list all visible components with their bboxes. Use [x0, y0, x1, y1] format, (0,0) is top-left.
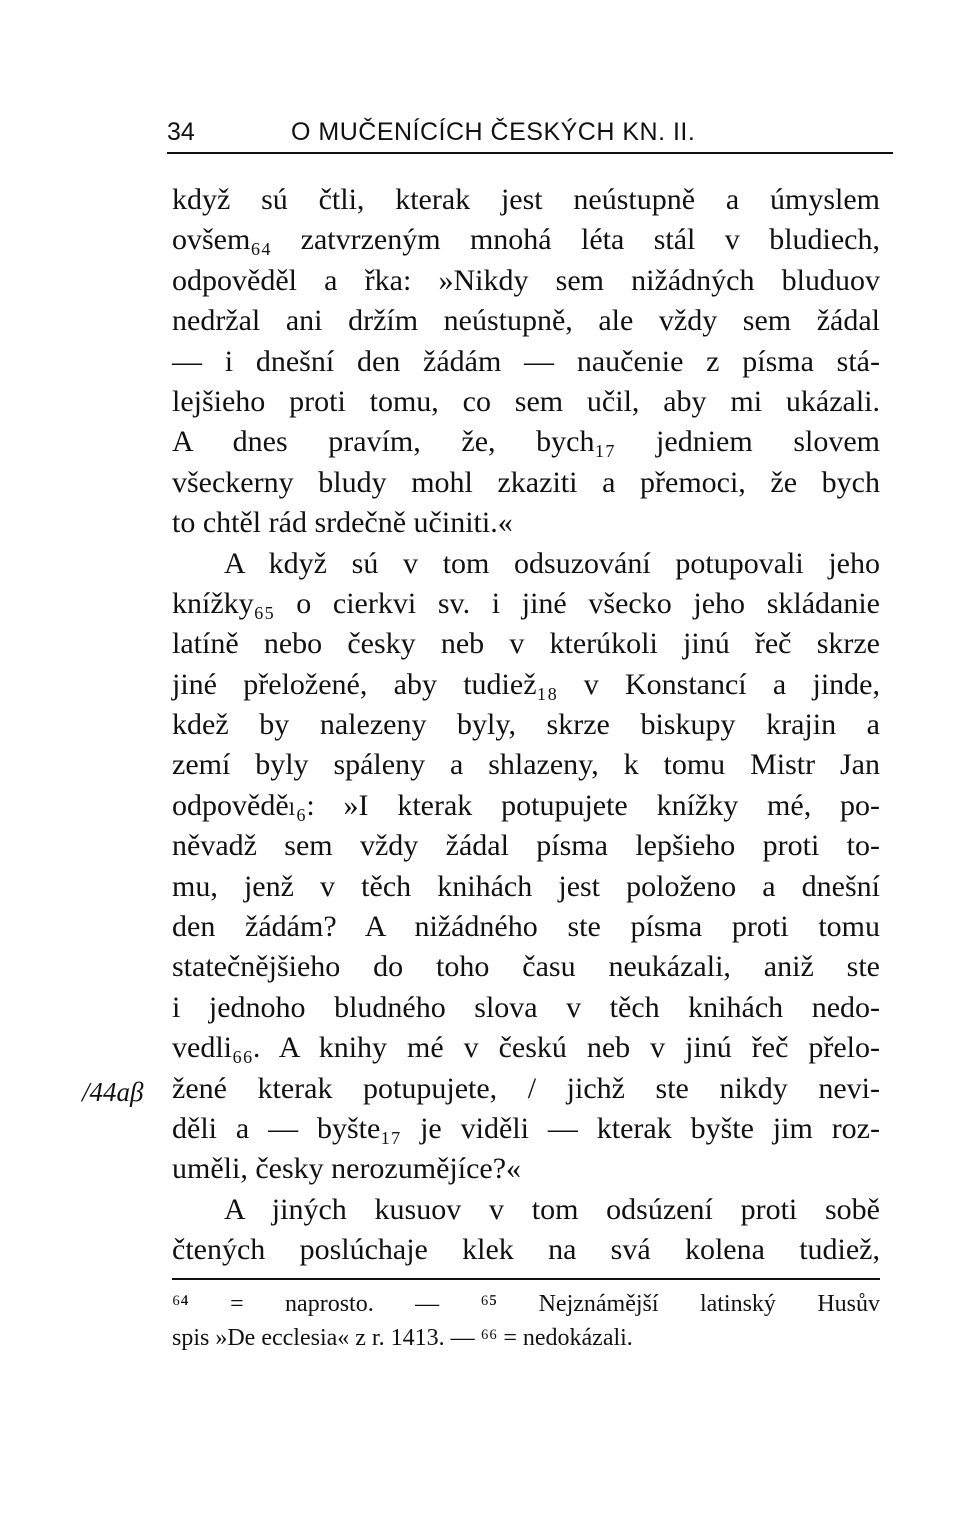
text-line: kdež by nalezeny byly, skrze biskupy krajin a: [172, 708, 880, 742]
running-header: [167, 112, 893, 154]
footnote-separator: [172, 1278, 880, 1280]
text-line: statečnějšieho do toho času neukázali, aniž ste: [172, 950, 880, 984]
text-line: den žádám? A nižádného ste písma proti tomu: [172, 910, 880, 944]
text-line: nedržal ani držím neústupně, ale vždy sem žádal: [172, 304, 880, 338]
footnotes: [172, 1287, 880, 1355]
text-line: ovšem₆₄ zatvrzeným mnohá léta stál v bludiech,: [172, 223, 880, 257]
footnote-line: spis »De ecclesia« z r. 1413. — ⁶⁶ = nedokázali.: [172, 1325, 633, 1351]
footnote-line: ⁶⁴ = naprosto. — ⁶⁵ Nejznámější latinský Husův: [172, 1291, 880, 1317]
text-line: všeckerny bludy mohl zkaziti a přemoci, že bych: [172, 465, 880, 499]
text-line: žené kterak potupujete, / jichž ste nikdy nevi-: [172, 1071, 880, 1105]
text-line: knížky₆₅ o cierkvi sv. i jiné všecko jeho skládanie: [172, 586, 880, 620]
text-line: lejšieho proti tomu, co sem učil, aby mi ukázali.: [172, 384, 880, 418]
text-line: mu, jenž v těch knihách jest položeno a dnešní: [172, 869, 880, 903]
margin-folio-note: /44aβ: [82, 1077, 144, 1107]
main-text: [172, 180, 880, 1271]
text-line: čtených poslúchaje klek na svá kolena tudiež,: [172, 1233, 880, 1267]
page-number: 34: [167, 118, 195, 146]
text-line: — i dnešní den žádám — naučenie z písma stá-: [172, 344, 880, 378]
text-line: to chtěl rád srdečně učiniti.«: [172, 506, 513, 540]
text-line: A dnes pravím, že, bych₁₇ jedniem slovem: [172, 425, 880, 459]
text-line: jiné přeložené, aby tudiež₁₈ v Konstancí a jinde,: [172, 667, 880, 701]
running-title: O MUČENÍCÍCH ČESKÝCH KN. II.: [291, 118, 696, 146]
text-line: odpověděl a řka: »Nikdy sem nižádných bluduov: [172, 263, 880, 297]
text-line: uměli, česky nerozumějíce?«: [172, 1152, 522, 1186]
text-line: když sú čtli, kterak jest neústupně a úmyslem: [172, 183, 880, 216]
text-line: odpověděₗ₆: »I kterak potupujete knížky mé, po-: [172, 788, 880, 822]
text-line: A jiných kusuov v tom odsúzení proti sobě: [224, 1192, 880, 1226]
text-line: zemí byly spáleny a shlazeny, k tomu Mistr Jan: [172, 748, 880, 782]
text-line: vedli₆₆. A knihy mé v českú neb v jinú řeč přelo-: [172, 1031, 880, 1065]
text-line: děli a — byšte₁₇ je viděli — kterak byšte jim roz-: [172, 1111, 880, 1145]
text-line: A když sú v tom odsuzování potupovali jeho: [224, 546, 880, 580]
text-line: latíně nebo česky neb v kterúkoli jinú řeč skrze: [172, 627, 880, 661]
text-line: něvadž sem vždy žádal písma lepšieho proti to-: [172, 829, 880, 863]
text-line: i jednoho bludného slova v těch knihách nedo-: [172, 990, 880, 1024]
